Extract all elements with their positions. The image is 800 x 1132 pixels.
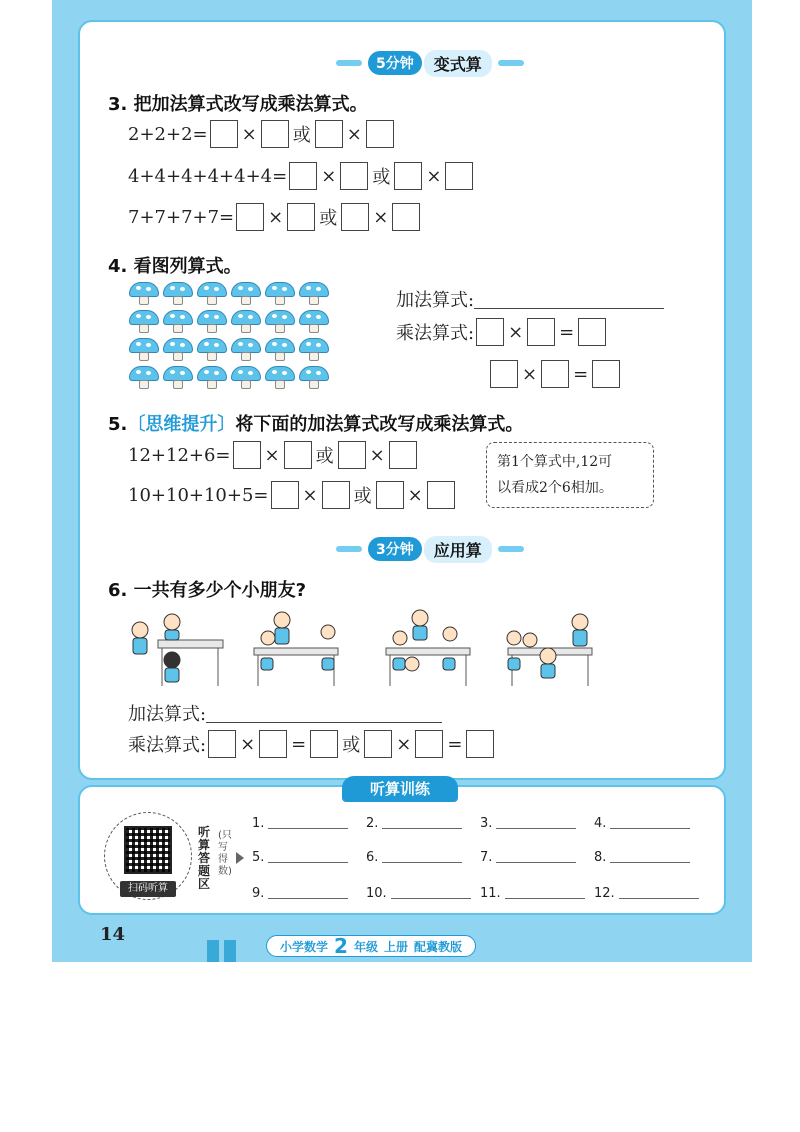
decor-tab: [224, 940, 236, 962]
q5-expr: 10+10+10+5=: [128, 484, 269, 506]
listening-title: 听算训练: [342, 776, 458, 802]
q3-expr: 2+2+2=: [128, 123, 208, 145]
add-label: 加法算式:: [396, 290, 475, 311]
listening-answer-slot[interactable]: 9.: [252, 886, 348, 901]
mul-label: 乘法算式:: [396, 323, 475, 344]
answer-box[interactable]: [364, 730, 392, 758]
answer-box[interactable]: [415, 730, 443, 758]
mushroom-icon: [128, 282, 160, 306]
page-number: 14: [100, 924, 126, 945]
mushroom-icon: [264, 282, 296, 306]
mushroom-icon: [162, 310, 194, 334]
answer-line[interactable]: [382, 862, 462, 863]
answer-box[interactable]: [271, 481, 299, 509]
answer-box[interactable]: [394, 162, 422, 190]
answer-area-label: 听算答题区: [198, 825, 211, 891]
answer-line[interactable]: [382, 828, 462, 829]
answer-box[interactable]: [366, 120, 394, 148]
q3-expr: 7+7+7+7=: [128, 206, 235, 228]
question-6-title: 6. 一共有多少个小朋友?: [108, 580, 307, 601]
answer-box[interactable]: [427, 481, 455, 509]
answer-line[interactable]: [610, 862, 690, 863]
listening-answer-slot[interactable]: 11.: [480, 886, 585, 901]
listening-answer-slot[interactable]: 10.: [366, 886, 471, 901]
answer-box[interactable]: [259, 730, 287, 758]
answer-box[interactable]: [527, 318, 555, 346]
q3-expr: 4+4+4+4+4+4=: [128, 165, 288, 187]
q5-row-2: 10+10+10+5= × 或 ×: [128, 481, 457, 509]
hint-box: [486, 442, 654, 508]
mushroom-icon: [162, 338, 194, 362]
q5-row-1: 12+12+6= × 或 ×: [128, 441, 419, 469]
answer-line[interactable]: [268, 828, 348, 829]
thinking-tag: 〔思维提升〕: [127, 414, 236, 435]
qr-code-icon[interactable]: [124, 826, 172, 874]
children-table-picture: [128, 608, 228, 688]
mushroom-picture: [128, 282, 332, 390]
q4-mul-row-1: 乘法算式: × =: [396, 318, 608, 346]
answer-line[interactable]: [619, 898, 699, 899]
answer-area-note: (只写得数): [218, 830, 232, 877]
answer-box[interactable]: [261, 120, 289, 148]
answer-box[interactable]: [208, 730, 236, 758]
mushroom-icon: [264, 310, 296, 334]
answer-box[interactable]: [476, 318, 504, 346]
section-name: 变式算: [424, 50, 492, 77]
q6-add-row: [128, 700, 442, 726]
answer-box[interactable]: [445, 162, 473, 190]
answer-line[interactable]: [474, 289, 664, 309]
question-5-title: 5.〔思维提升〕将下面的加法算式改写成乘法算式。: [108, 414, 524, 435]
decor-tab: [207, 940, 219, 962]
children-table-picture: [378, 608, 478, 688]
answer-box[interactable]: [322, 481, 350, 509]
mushroom-icon: [298, 282, 330, 306]
section-time: 5分钟: [368, 51, 422, 75]
mushroom-icon: [128, 310, 160, 334]
mushroom-icon: [128, 338, 160, 362]
answer-box[interactable]: [310, 730, 338, 758]
q4-mul-row-2: × =: [488, 360, 622, 388]
mushroom-icon: [298, 366, 330, 390]
answer-box[interactable]: [376, 481, 404, 509]
mushroom-icon: [230, 310, 262, 334]
section-header-2: [330, 536, 530, 562]
answer-line[interactable]: [391, 898, 471, 899]
arrow-right-icon: [236, 852, 244, 864]
answer-box[interactable]: [210, 120, 238, 148]
scan-label: 扫码听算: [120, 881, 176, 897]
answer-box[interactable]: [490, 360, 518, 388]
answer-box[interactable]: [389, 441, 417, 469]
answer-line[interactable]: [496, 862, 576, 863]
q3-row-3: 7+7+7+7= × 或 ×: [128, 203, 422, 231]
answer-box[interactable]: [236, 203, 264, 231]
q4-add-row: [396, 286, 664, 312]
listening-answer-slot[interactable]: 4.: [594, 816, 690, 831]
mushroom-icon: [196, 282, 228, 306]
answer-box[interactable]: [341, 203, 369, 231]
answer-box[interactable]: [287, 203, 315, 231]
mushroom-icon: [196, 310, 228, 334]
answer-box[interactable]: [592, 360, 620, 388]
answer-line[interactable]: [268, 862, 348, 863]
section-header-1: [330, 50, 530, 76]
answer-line[interactable]: [206, 703, 442, 723]
listening-answer-slot[interactable]: 3.: [480, 816, 576, 831]
mul-label: 乘法算式:: [128, 735, 207, 756]
q5-expr: 12+12+6=: [128, 444, 231, 466]
answer-box[interactable]: [466, 730, 494, 758]
mushroom-icon: [264, 338, 296, 362]
mushroom-icon: [162, 282, 194, 306]
listening-answer-slot[interactable]: 8.: [594, 850, 690, 865]
children-table-picture: [246, 608, 346, 688]
listening-answer-slot[interactable]: 7.: [480, 850, 576, 865]
answer-box[interactable]: [315, 120, 343, 148]
answer-box[interactable]: [541, 360, 569, 388]
answer-box[interactable]: [338, 441, 366, 469]
mushroom-icon: [230, 366, 262, 390]
footer-badge: 小学数学 2 年级 上册 配冀教版: [266, 935, 476, 957]
mushroom-icon: [128, 366, 160, 390]
q6-mul-row: 乘法算式: × = 或 × =: [128, 730, 496, 758]
listening-answer-slot[interactable]: 6.: [366, 850, 462, 865]
hint-line: 第1个算式中,12可: [497, 454, 613, 470]
q3-row-2: 4+4+4+4+4+4= × 或 ×: [128, 162, 475, 190]
mushroom-icon: [298, 310, 330, 334]
answer-box[interactable]: [392, 203, 420, 231]
mushroom-icon: [230, 338, 262, 362]
answer-box[interactable]: [289, 162, 317, 190]
listening-answer-slot[interactable]: 5.: [252, 850, 348, 865]
mushroom-icon: [298, 338, 330, 362]
add-label: 加法算式:: [128, 704, 207, 725]
section-name: 应用算: [424, 536, 492, 563]
answer-box[interactable]: [233, 441, 261, 469]
question-4-title: 4. 看图列算式。: [108, 256, 242, 277]
answer-line[interactable]: [505, 898, 585, 899]
listening-answer-slot[interactable]: 12.: [594, 886, 699, 901]
answer-box[interactable]: [340, 162, 368, 190]
mushroom-icon: [162, 366, 194, 390]
section-time: 3分钟: [368, 537, 422, 561]
mushroom-icon: [264, 366, 296, 390]
answer-line[interactable]: [268, 898, 348, 899]
question-3-title: 3. 把加法算式改写成乘法算式。: [108, 94, 368, 115]
answer-line[interactable]: [610, 828, 690, 829]
hint-line: 以看成2个6相加。: [497, 480, 613, 496]
mushroom-icon: [196, 338, 228, 362]
mushroom-icon: [196, 366, 228, 390]
answer-line[interactable]: [496, 828, 576, 829]
children-table-picture: [500, 608, 600, 688]
listening-answer-slot[interactable]: 1.: [252, 816, 348, 831]
mushroom-icon: [230, 282, 262, 306]
listening-answer-slot[interactable]: 2.: [366, 816, 462, 831]
answer-box[interactable]: [284, 441, 312, 469]
q3-row-1: 2+2+2= × 或 ×: [128, 120, 396, 148]
answer-box[interactable]: [578, 318, 606, 346]
